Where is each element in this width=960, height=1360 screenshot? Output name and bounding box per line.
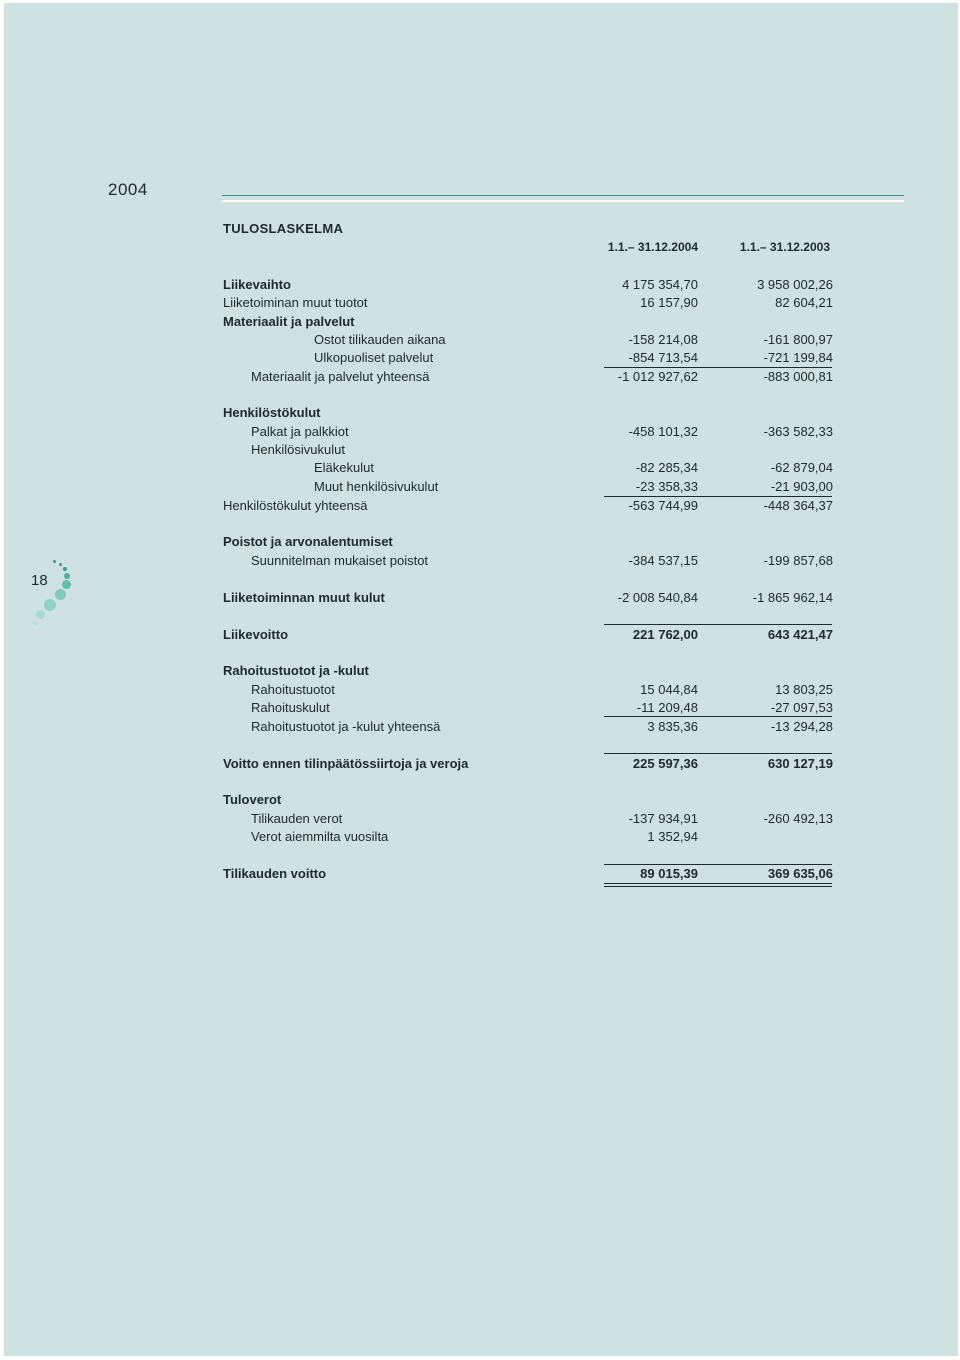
- row-label: Materiaalit ja palvelut yhteensä: [251, 369, 430, 384]
- row-label: Rahoitustuotot: [251, 682, 335, 697]
- row-label: Liikevoitto: [223, 627, 289, 642]
- value-2003: -883 000,81: [763, 369, 833, 384]
- subtotal-rule: [604, 716, 832, 717]
- value-2004: -23 358,33: [635, 479, 698, 494]
- row-label: Tilikauden voitto: [223, 866, 327, 881]
- decorative-dot: [33, 621, 38, 626]
- row-muut-tuotot: [0, 294, 960, 312]
- value-2003: 13 803,25: [775, 682, 833, 697]
- row-aiemmat-verot: [0, 828, 960, 846]
- row-label: Muut henkilösivukulut: [314, 479, 439, 494]
- row-label: Tuloverot: [223, 792, 282, 807]
- row-label: Henkilösivukulut: [251, 442, 345, 457]
- value-2003: -199 857,68: [763, 553, 833, 568]
- row-sivukulut-heading: [0, 441, 960, 459]
- subtotal-rule: [604, 753, 832, 754]
- value-2004: 3 835,36: [647, 719, 698, 734]
- row-henkilosto-yhteensa: [0, 497, 960, 515]
- value-2003: -161 800,97: [763, 332, 833, 347]
- value-2004: -1 012 927,62: [617, 369, 698, 384]
- row-muut-sivukulut: [0, 478, 960, 496]
- row-label: Tilikauden verot: [251, 811, 343, 826]
- page-number: 18: [31, 572, 48, 589]
- row-label: Rahoitustuotot ja -kulut: [223, 663, 369, 678]
- value-2004: 225 597,36: [632, 756, 698, 771]
- decorative-dot: [63, 567, 67, 571]
- row-poistot-heading: [0, 533, 960, 551]
- value-2004: 221 762,00: [632, 627, 698, 642]
- row-ostot: [0, 331, 960, 349]
- value-2004: -2 008 540,84: [617, 590, 698, 605]
- row-rahoitus-yhteensa: [0, 718, 960, 736]
- row-rahoituskulut: [0, 699, 960, 717]
- row-label: Ostot tilikauden aikana: [314, 332, 446, 347]
- row-elake: [0, 459, 960, 477]
- value-2004: -384 537,15: [628, 553, 698, 568]
- value-2004: -458 101,32: [628, 424, 698, 439]
- row-label: Rahoituskulut: [251, 700, 330, 715]
- value-2004: 16 157,90: [640, 295, 698, 310]
- value-2004: -82 285,34: [635, 460, 698, 475]
- total-double-rule: [604, 886, 832, 887]
- value-2004: 15 044,84: [640, 682, 698, 697]
- value-2004: 89 015,39: [640, 866, 698, 881]
- value-2003: 369 635,06: [767, 866, 833, 881]
- row-label: Liikevaihto: [223, 277, 291, 292]
- row-palkat: [0, 423, 960, 441]
- row-label: Suunnitelman mukaiset poistot: [251, 553, 429, 568]
- row-muut-kulut: [0, 589, 960, 607]
- value-2004: -11 209,48: [636, 700, 698, 715]
- row-label: Palkat ja palkkiot: [251, 424, 349, 439]
- column-header-2003: 1.1.– 31.12.2003: [739, 240, 830, 254]
- row-suunnitelman-poistot: [0, 552, 960, 570]
- subtotal-rule: [604, 624, 832, 625]
- row-tilikauden-verot: [0, 810, 960, 828]
- decorative-dot: [62, 580, 71, 589]
- decorative-dot: [44, 599, 56, 611]
- decorative-dot: [64, 573, 70, 579]
- decorative-dot: [36, 610, 45, 619]
- value-2003: 630 127,19: [767, 756, 833, 771]
- value-2003: 643 421,47: [767, 627, 833, 642]
- value-2004: -854 713,54: [628, 350, 698, 365]
- total-double-rule: [604, 883, 832, 884]
- row-materiaalit-heading: [0, 313, 960, 331]
- row-label: Poistot ja arvonalentumiset: [223, 534, 393, 549]
- value-2003: 3 958 002,26: [757, 277, 833, 292]
- value-2004: 1 352,94: [647, 829, 698, 844]
- decorative-dot: [53, 560, 56, 563]
- row-label: Henkilöstökulut: [223, 405, 321, 420]
- row-label: Voitto ennen tilinpäätössiirtoja ja veroja: [223, 756, 469, 771]
- value-2003: -448 364,37: [763, 498, 833, 513]
- page-title: TULOSLASKELMA: [223, 221, 344, 236]
- row-label: Eläkekulut: [314, 460, 374, 475]
- row-label: Henkilöstökulut yhteensä: [223, 498, 368, 513]
- row-label: Rahoitustuotot ja -kulut yhteensä: [251, 719, 441, 734]
- row-label: Liiketoiminnan muut kulut: [223, 590, 385, 605]
- value-2003: -721 199,84: [763, 350, 833, 365]
- value-2003: -21 903,00: [770, 479, 833, 494]
- header-rule-light: [222, 200, 904, 202]
- report-year: 2004: [108, 180, 148, 199]
- value-2003: -260 492,13: [763, 811, 833, 826]
- row-tuloverot-heading: [0, 791, 960, 809]
- row-label: Verot aiemmilta vuosilta: [251, 829, 389, 844]
- row-label: Liiketoiminan muut tuotot: [223, 295, 368, 310]
- row-label: Materiaalit ja palvelut: [223, 314, 355, 329]
- row-rahoitus-heading: [0, 662, 960, 680]
- value-2004: -158 214,08: [628, 332, 698, 347]
- row-ulkopuoliset: [0, 349, 960, 367]
- row-voitto-ennen: [0, 755, 960, 773]
- row-rahoitustuotot: [0, 681, 960, 699]
- value-2004: -137 934,91: [628, 811, 698, 826]
- header-rule: [222, 195, 904, 196]
- row-henkilosto-heading: [0, 404, 960, 422]
- value-2004: 4 175 354,70: [622, 277, 698, 292]
- row-liikevoitto: [0, 626, 960, 644]
- value-2003: -27 097,53: [770, 700, 833, 715]
- value-2003: -1 865 962,14: [752, 590, 833, 605]
- row-materiaalit-yhteensa: [0, 368, 960, 386]
- row-liikevaihto: [0, 276, 960, 294]
- row-tilikauden-voitto: [0, 865, 960, 883]
- value-2004: -563 744,99: [628, 498, 698, 513]
- column-header-2004: 1.1.– 31.12.2004: [607, 240, 698, 254]
- value-2003: -62 879,04: [770, 460, 833, 475]
- value-2003: 82 604,21: [775, 295, 833, 310]
- decorative-dot: [59, 563, 62, 566]
- value-2003: -363 582,33: [763, 424, 833, 439]
- decorative-dot: [55, 589, 66, 600]
- row-label: Ulkopuoliset palvelut: [314, 350, 434, 365]
- value-2003: -13 294,28: [770, 719, 833, 734]
